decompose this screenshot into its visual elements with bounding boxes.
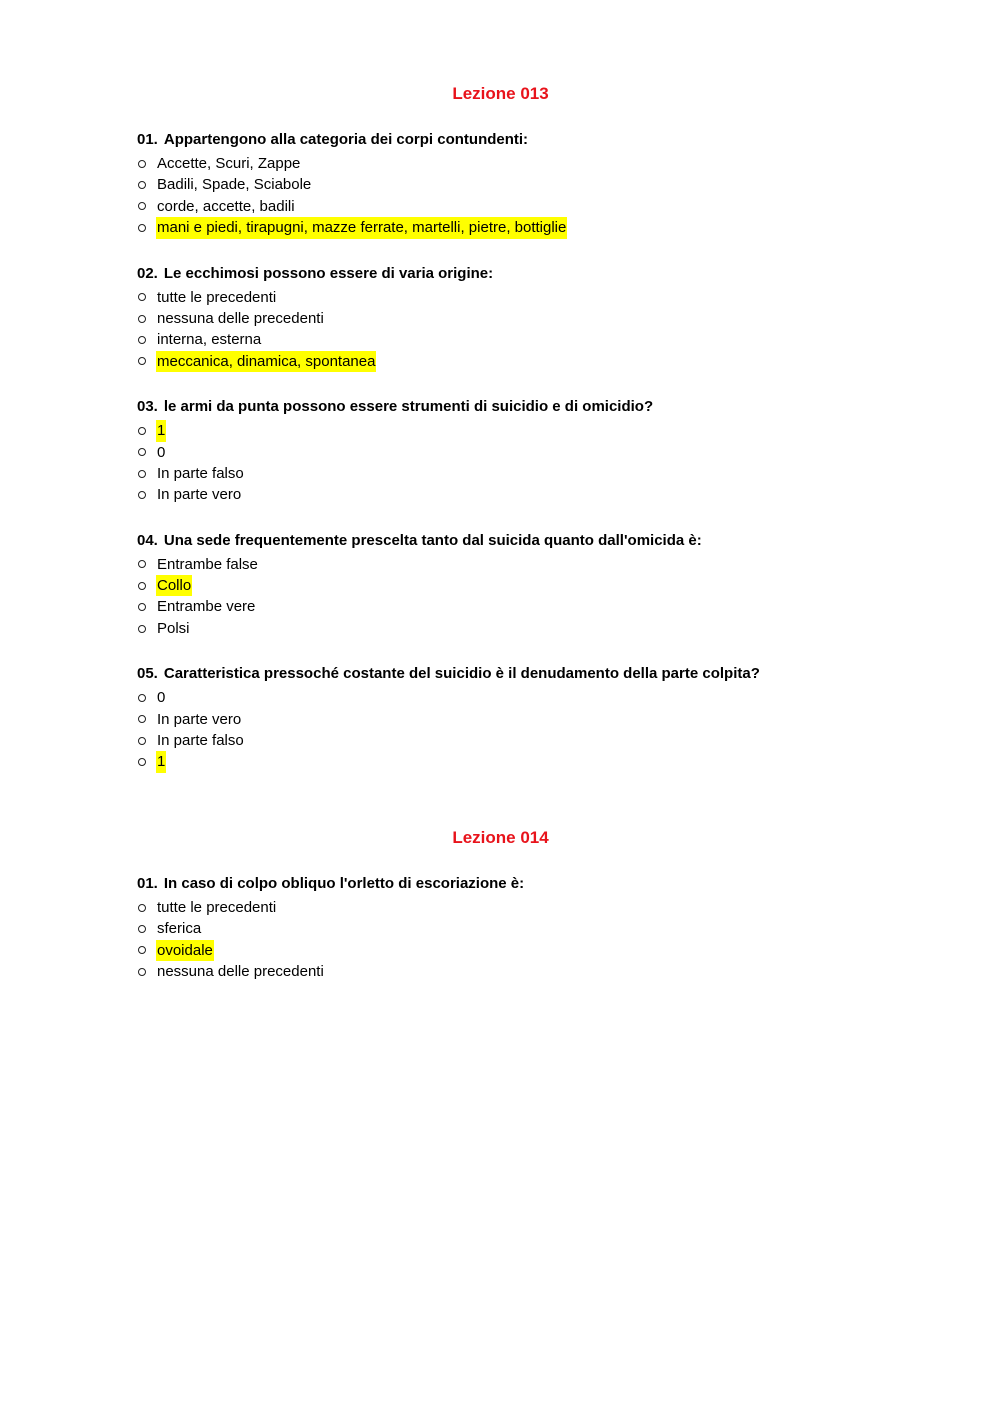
options-list	[137, 554, 877, 640]
answer-label: Badili, Spade, Sciabole	[157, 176, 312, 194]
answer-label: 0	[157, 443, 166, 461]
question-label: Caratteristica pressoché costante del suicidio è il denudamento della parte colpita?	[163, 665, 760, 683]
question-text	[137, 530, 877, 551]
answer-option[interactable]	[137, 709, 877, 730]
answer-option[interactable]	[137, 554, 877, 575]
question-text	[137, 873, 877, 894]
answer-option[interactable]	[137, 687, 877, 708]
options-list	[137, 897, 877, 983]
answer-option[interactable]	[137, 618, 877, 639]
answer-option[interactable]	[137, 329, 877, 350]
answer-label: interna, esterna	[157, 331, 262, 349]
radio-circle-icon	[138, 491, 146, 499]
radio-circle-icon	[138, 357, 146, 365]
options-list	[137, 287, 877, 373]
answer-option[interactable]	[137, 897, 877, 918]
question-number: 02.	[137, 264, 158, 282]
radio-circle-icon	[138, 181, 146, 189]
radio-circle-icon	[138, 224, 146, 232]
question-text	[137, 396, 877, 417]
answer-option[interactable]	[137, 730, 877, 751]
lesson-title: Lezione 014	[452, 828, 549, 847]
answer-option[interactable]	[137, 484, 877, 505]
answer-option[interactable]	[137, 196, 877, 217]
answer-label: In parte vero	[157, 486, 242, 504]
lesson-title: Lezione 013	[452, 84, 549, 103]
answer-label: In parte vero	[157, 710, 242, 728]
question-block	[137, 663, 877, 773]
radio-circle-icon	[138, 694, 146, 702]
answer-label: corde, accette, badili	[157, 197, 295, 215]
answer-option[interactable]	[137, 961, 877, 982]
radio-circle-icon	[138, 427, 146, 435]
question-label: Appartengono alla categoria dei corpi contundenti:	[163, 131, 529, 148]
answer-option[interactable]	[137, 287, 877, 308]
question-text	[137, 263, 877, 284]
correct-answer-label: meccanica, dinamica, spontanea	[156, 351, 376, 372]
answer-option[interactable]	[137, 918, 877, 939]
answer-option[interactable]	[137, 153, 877, 174]
radio-circle-icon	[138, 904, 146, 912]
radio-circle-icon	[138, 560, 146, 568]
answer-option[interactable]	[137, 575, 877, 596]
answer-label: tutte le precedenti	[157, 288, 277, 306]
correct-answer-label: mani e piedi, tirapugni, mazze ferrate, martelli, pietre, bottiglie	[156, 217, 567, 238]
question-text	[137, 663, 877, 684]
radio-circle-icon	[138, 925, 146, 933]
correct-answer-label: ovoidale	[156, 940, 214, 961]
radio-circle-icon	[138, 968, 146, 976]
question-number: 05.	[137, 665, 158, 683]
question-number: 03.	[137, 398, 158, 416]
answer-label: tutte le precedenti	[157, 899, 277, 916]
radio-circle-icon	[138, 582, 146, 590]
radio-circle-icon	[138, 470, 146, 478]
radio-circle-icon	[138, 315, 146, 323]
options-list	[137, 687, 877, 773]
question-block	[137, 873, 877, 983]
answer-option[interactable]	[137, 351, 877, 372]
answer-label: nessuna delle precedenti	[157, 309, 324, 327]
lesson-section	[137, 83, 877, 797]
answer-option[interactable]	[137, 308, 877, 329]
answer-option[interactable]	[137, 420, 877, 441]
answer-label: nessuna delle precedenti	[157, 963, 324, 981]
radio-circle-icon	[138, 160, 146, 168]
radio-circle-icon	[138, 758, 146, 766]
question-block	[137, 263, 877, 373]
answer-option[interactable]	[137, 596, 877, 617]
correct-answer-label: Collo	[156, 575, 192, 596]
question-label: In caso di colpo obliquo l'orletto di escoriazione è:	[163, 875, 525, 892]
radio-circle-icon	[138, 448, 146, 456]
question-block	[137, 396, 877, 506]
answer-option[interactable]	[137, 751, 877, 772]
answer-option[interactable]	[137, 217, 877, 238]
radio-circle-icon	[138, 336, 146, 344]
answer-label: Accette, Scuri, Zappe	[157, 155, 301, 172]
answer-label: Polsi	[157, 619, 190, 637]
answer-option[interactable]	[137, 463, 877, 484]
question-label: Una sede frequentemente prescelta tanto dal suicida quanto dall'omicida è:	[163, 531, 702, 549]
answer-label: In parte falso	[157, 464, 244, 482]
correct-answer-label: 1	[156, 751, 166, 772]
question-number: 01.	[137, 131, 158, 148]
radio-circle-icon	[138, 202, 146, 210]
answer-label: sferica	[157, 920, 202, 938]
question-label: le armi da punta possono essere strumenti di suicidio e di omicidio?	[163, 398, 654, 416]
question-number: 01.	[137, 875, 158, 892]
radio-circle-icon	[138, 625, 146, 633]
options-list	[137, 420, 877, 506]
answer-option[interactable]	[137, 174, 877, 195]
options-list	[137, 153, 877, 239]
question-block	[137, 129, 877, 239]
correct-answer-label: 1	[156, 420, 166, 441]
question-label: Le ecchimosi possono essere di varia origine:	[163, 264, 494, 282]
question-block	[137, 530, 877, 640]
radio-circle-icon	[138, 737, 146, 745]
radio-circle-icon	[138, 715, 146, 723]
radio-circle-icon	[138, 603, 146, 611]
answer-label: 0	[157, 689, 166, 707]
radio-circle-icon	[138, 293, 146, 301]
answer-label: Entrambe vere	[157, 598, 256, 616]
question-text	[137, 129, 877, 150]
lesson-section	[137, 827, 877, 1007]
answer-label: In parte falso	[157, 732, 244, 750]
answer-option[interactable]	[137, 940, 877, 961]
answer-label: Entrambe false	[157, 555, 258, 573]
radio-circle-icon	[138, 946, 146, 954]
answer-option[interactable]	[137, 442, 877, 463]
question-number: 04.	[137, 531, 158, 549]
